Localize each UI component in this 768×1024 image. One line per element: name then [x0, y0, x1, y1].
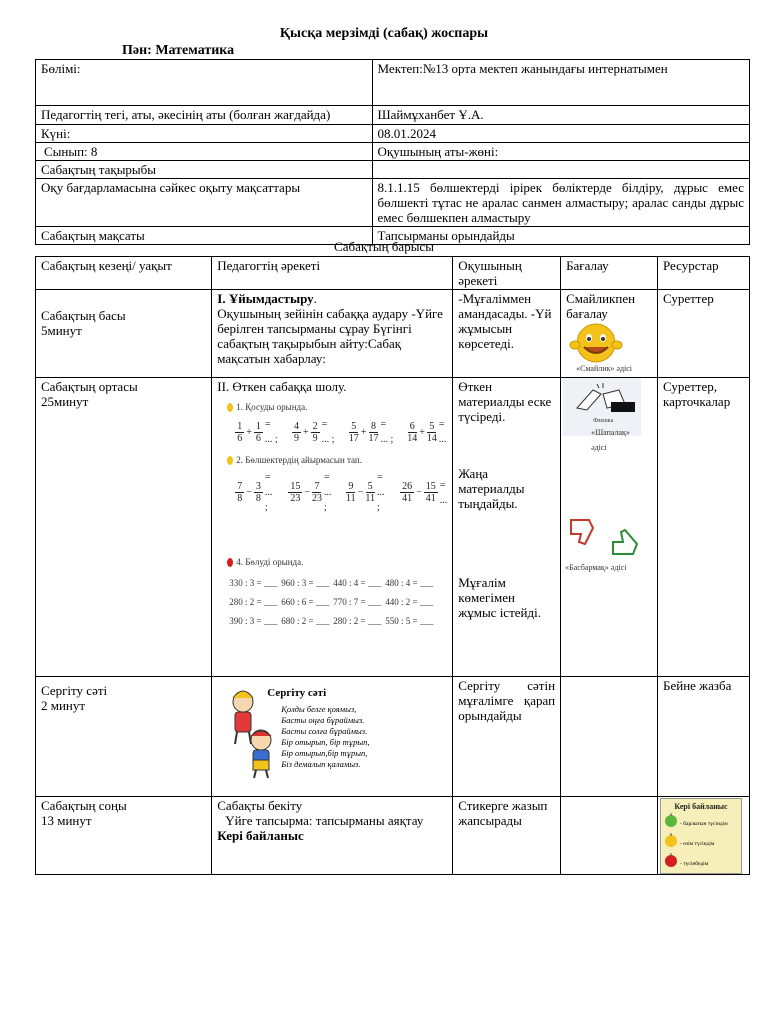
stage-break [36, 677, 212, 797]
student-name-label: Оқушының аты-жөні: [372, 143, 749, 161]
feedback-label: Кері байланыс [217, 828, 304, 843]
date-label: Күні: [36, 125, 373, 143]
objectives-value: 8.1.1.15 бөлшектерді ірірек бөліктерде білдіру, дұрыс емес бөлшекті тұтас не аралас санмен алмастыру; аралас санды дұрыс емес бөлшекпен алмастыру [372, 179, 749, 227]
yellow-apple-icon [664, 833, 678, 850]
stage-break-label: Сергіту сәті [41, 683, 108, 698]
smiley-caption: «Смайлик» әдісі [576, 364, 633, 373]
teacher-action-middle [212, 378, 453, 677]
stage-start-label: Сабақтың басы [41, 308, 126, 323]
division-item: 960 : 3 = ___ [281, 578, 330, 588]
header-stage: Сабақтың кезеңі/ уақыт [36, 257, 212, 290]
resources-break: Бейне жазба [658, 677, 750, 797]
division-item: 440 : 4 = ___ [333, 578, 382, 588]
student-middle-2: Жаңа материалды тыңдайды. [458, 466, 525, 511]
homework: Үйге тапсырма: тапсырманы аяқтау [225, 813, 424, 828]
fraction-expression: $\frac{9}{11}$ − $\frac{5}{11}$ = ... ; [346, 472, 385, 513]
thumbs-caption: «Басбармақ» әдісі [565, 563, 627, 572]
poem-line: Бір отырып, бір тұрып, [281, 737, 370, 747]
division-item: 660 : 6 = ___ [281, 597, 330, 607]
break-card-title: Сергіту сәті [267, 687, 327, 699]
stage-end-time: 13 минут [41, 813, 92, 828]
assessment-start [561, 290, 658, 378]
student-action-end: Стикерге жазып жапсырады [453, 797, 561, 875]
teacher-action-start: I. Ұйымдастыру. Оқушының зейінін сабаққа аудару -Үйге берілген тапсырманы сұрау Бүгінгі сабақтың тақырыбын айту:Сабақ мақсатын хабарлау: [212, 290, 453, 378]
yellow-dot-icon [227, 403, 233, 412]
fraction-expression: $\frac{6}{14}$ + $\frac{5}{14}$ = ... [407, 419, 447, 445]
task3-division-grid [229, 576, 447, 629]
lesson-plan-table [35, 256, 750, 875]
fraction-expression: $\frac{26}{41}$ − $\frac{15}{41}$ = ... [402, 479, 448, 506]
subject-label: Пән: Математика [122, 43, 235, 58]
feedback-item-2: - өзім түсіндім [680, 841, 715, 847]
org-title: I. Ұйымдастыру [217, 291, 314, 306]
assessment-middle [561, 378, 658, 677]
smiley-picture [566, 321, 644, 373]
task1-fractions [235, 417, 447, 447]
break-card [217, 678, 447, 778]
class-label: Сынып: 8 [36, 143, 373, 161]
stage-start [36, 290, 212, 378]
header-student: Оқушының әрекеті [453, 257, 561, 290]
stage-break-time: 2 минут [41, 698, 86, 713]
teacher-action-break [212, 677, 453, 797]
break-poem [281, 704, 369, 770]
clapping-picture: Флешка «Шапалақ» әдісі [563, 378, 641, 436]
division-item: 440 : 2 = ___ [385, 597, 434, 607]
stage-end [36, 797, 212, 875]
green-apple-icon [664, 813, 678, 830]
feedback-card-title: Кері байланыс [674, 802, 728, 811]
assessment-start-text: Смайликпен бағалау [566, 291, 636, 321]
poem-line: Қолды белге қоямыз, [281, 704, 357, 714]
student-action-middle [453, 378, 561, 677]
aim-label: Сабақтың мақсаты [36, 227, 373, 245]
clapping-caption: «Шапалақ» әдісі [591, 428, 630, 452]
objectives-label: Оқу бағдарламасына сәйкес оқыту мақсаттары [36, 179, 373, 227]
division-item: 770 : 7 = ___ [333, 597, 382, 607]
teacher-label: Педагогтің тегі, аты, әкесінің аты (болған жағдайда) [36, 106, 373, 125]
task1-label: 1. Қосуды орында. [227, 400, 447, 415]
task2-label: 2. Бөлшектердің айырмасын тап. [227, 453, 447, 468]
header-assessment: Бағалау [561, 257, 658, 290]
aim-value: Тапсырманы орындайды [372, 227, 749, 245]
header-resources: Ресурстар [658, 257, 750, 290]
poem-line: Бір отырып,бір тұрып, [281, 748, 368, 758]
org-text: Оқушының зейінін сабаққа аудару -Үйге берілген тапсырманы сұрау Бүгінгі сабақтың тақырыбын айту:Сабақ мақсатын хабарлау: [217, 306, 443, 366]
info-table [35, 59, 750, 245]
student-middle-3: Мұғалім көмегімен жұмыс істейді. [458, 575, 541, 620]
student-middle-1: Өткен материалды еске түсіреді. [458, 379, 552, 424]
topic-value [372, 161, 749, 179]
student-action-start: -Мұғаліммен амандасады. -Үй жұмысын көрсетеді. [453, 290, 561, 378]
poem-line: Біз демалып қаламыз. [281, 759, 361, 769]
thumbs-picture [563, 514, 643, 572]
fraction-expression: $\frac{5}{17}$ + $\frac{8}{17}$ = ... ; [348, 419, 394, 445]
feedback-card [660, 798, 742, 874]
fraction-expression: $\frac{15}{23}$ − $\frac{7}{23}$ = ... ; [290, 472, 332, 513]
division-item: 550 : 5 = ___ [385, 616, 434, 626]
feedback-item-1: - барлығын түсіндім [680, 821, 728, 827]
fraction-expression: $\frac{4}{9}$ + $\frac{2}{9}$ = ... ; [294, 419, 335, 445]
thumbs-icon [563, 514, 643, 558]
assessment-break [561, 677, 658, 797]
stage-middle-label: Сабақтың ортасы [41, 379, 138, 394]
date-value: 08.01.2024 [372, 125, 749, 143]
division-item: 280 : 2 = ___ [229, 597, 278, 607]
stage-end-label: Сабақтың соңы [41, 798, 127, 813]
division-item: 280 : 2 = ___ [333, 616, 382, 626]
division-item: 390 : 3 = ___ [229, 616, 278, 626]
teacher-action-end [212, 797, 453, 875]
progress-label: Сабақтың барысы [334, 239, 434, 254]
resources-end [658, 797, 750, 875]
topic-label: Сабақтың тақырыбы [36, 161, 373, 179]
poem-line: Басты оңға бұраймыз. [281, 715, 365, 725]
poem-line: Басты солға бұраймыз. [281, 726, 368, 736]
stage-middle [36, 378, 212, 677]
school-value: Мектеп:№13 орта мектеп жанындағы интернатымен [372, 60, 749, 106]
review-title: II. Өткен сабаққа шолу. [217, 379, 347, 394]
teacher-name: Шаймұханбет Ұ.А. [372, 106, 749, 125]
student-action-break: Сергіту сәтін мұғалімге қарап орындайды [453, 677, 561, 797]
feedback-item-3: - түсінбедім [680, 861, 709, 867]
resources-start: Суреттер [658, 290, 750, 378]
red-apple-icon [664, 853, 678, 870]
division-item: 330 : 3 = ___ [229, 578, 278, 588]
section-label: Бөлімі: [36, 60, 373, 106]
division-item: 680 : 2 = ___ [281, 616, 330, 626]
stage-middle-time: 25минут [41, 394, 89, 409]
header-teacher: Педагогтің әрекеті [212, 257, 453, 290]
stage-start-time: 5минут [41, 323, 82, 338]
task3-label: 4. Бөлуді орында. [227, 555, 447, 570]
red-dot-icon [227, 558, 233, 567]
division-item: 480 : 4 = ___ [385, 578, 434, 588]
assessment-end [561, 797, 658, 875]
consolidation: Сабақты бекіту [217, 798, 303, 813]
resources-middle: Суреттер, карточкалар [658, 378, 750, 677]
fraction-expression: $\frac{1}{6}$ + $\frac{1}{6}$ = ... ; [237, 419, 278, 445]
page-title: Қысқа мерзімді (сабақ) жоспары [279, 26, 489, 41]
yellow-dot-icon [227, 456, 233, 465]
fraction-expression: $\frac{7}{8}$ − $\frac{3}{8}$ = ... ; [237, 472, 273, 513]
task2-fractions [235, 470, 447, 515]
